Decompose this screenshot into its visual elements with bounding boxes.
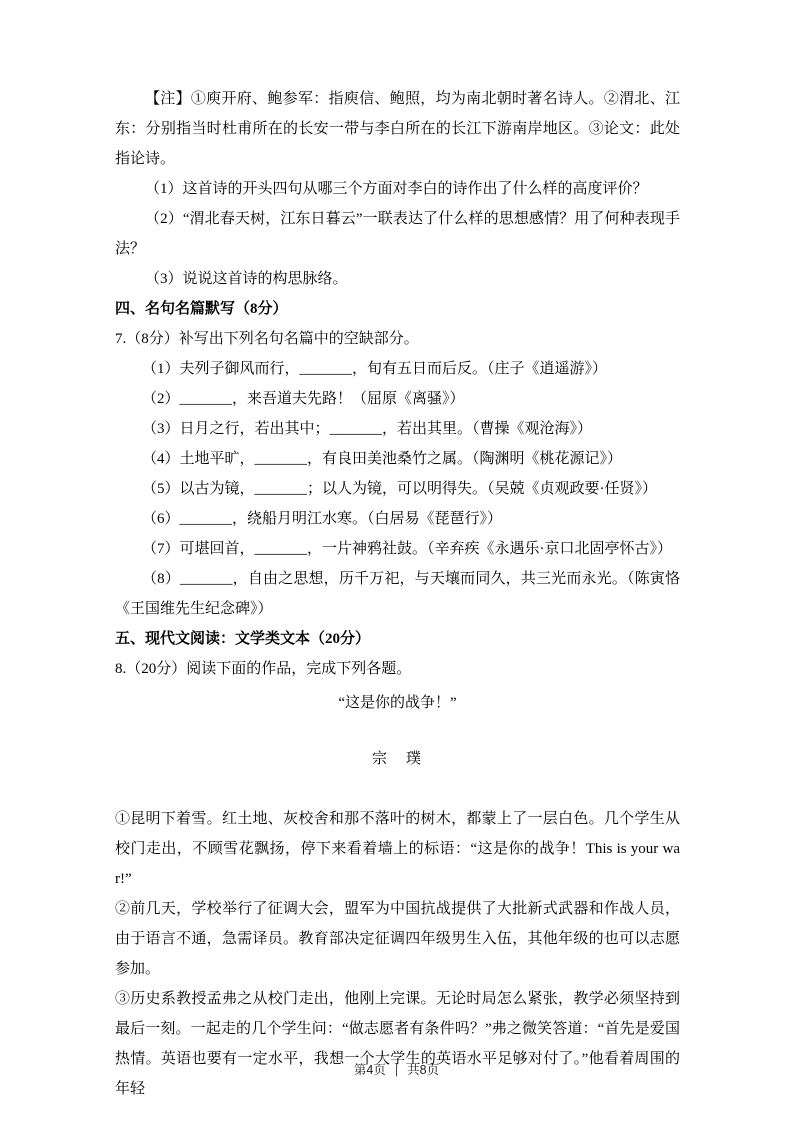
footer-separator: |: [394, 1063, 399, 1077]
reading-paragraph-3: ③历史系教授孟弗之从校门走出，他刚上完课。无论时局怎么紧张，教学必须坚持到最后一刻。一起走的几个学生问：“做志愿者有条件吗？”弗之微笑答道：“首先是爱国热情。英语也要有一定水平，我想一个大学生的英语水平足够对付了。”他看着周围的年轻: [115, 991, 680, 1097]
reading-title: “这是你的战争！”: [338, 695, 457, 711]
poem-question-1: （1）这首诗的开头四句从哪三个方面对李白的诗作出了什么样的高度评价？: [145, 181, 648, 197]
poem-question-3: （3）说说这首诗的构思脉络。: [145, 271, 348, 287]
q7-item-1: （1）夫列子御风而行，_______，旬有五日而后反。（庄子《逍遥游》）: [142, 361, 608, 377]
reading-paragraph-2: ②前几天，学校举行了征调大会，盟军为中国抗战提供了大批新式武器和作战人员，由于语言不通，急需译员。教育部决定征调四年级男生入伍，其他年级的也可以志愿参加。: [115, 901, 680, 977]
q7-item-4: （4）土地平旷，_______，有良田美池桑竹之属。（陶渊明《桃花源记》）: [142, 451, 623, 467]
reading-passage: [115, 804, 680, 1104]
footer-page-number: 第4页: [353, 1063, 386, 1077]
reading-author: 宗 璞: [371, 751, 423, 767]
q7-item-7: （7）可堪回首，_______，一片神鸦社鼓。（辛弃疾《永遇乐·京口北固亭怀古》）: [142, 541, 672, 557]
reading-paragraph-1: ①昆明下着雪。红土地、灰校舍和那不落叶的树木，都蒙上了一层白色。几个学生从校门走出，不顾雪花飘扬，停下来看着墙上的标语：“这是你的战争！This is your war!”: [115, 811, 680, 887]
q7-item-5: （5）以古为镜，_______；以人为镜，可以明得失。（吴兢《贞观政要·任贤》）: [142, 481, 657, 497]
q8-stem: 8.（20分）阅读下面的作品，完成下列各题。: [115, 661, 412, 677]
poem-question-2: （2）“渭北春天树，江东日暮云”一联表达了什么样的思想感情？用了何种表现手法？: [115, 211, 680, 257]
footer-total-pages: 共8页: [407, 1063, 440, 1077]
section-heading-dictation: 四、名句名篇默写（8分）: [115, 301, 288, 317]
q7-item-6: （6）_______，绕船月明江水寒。（白居易《琵琶行》）: [142, 511, 503, 527]
page-footer: [0, 1060, 793, 1078]
q7-item-3: （3）日月之行，若出其中；_______，若出其里。（曹操《观沧海》）: [142, 421, 593, 437]
q7-item-2: （2）_______，来吾道夫先路！（屈原《离骚》）: [142, 391, 465, 407]
q7-stem: 7.（8分）补写出下列名句名篇中的空缺部分。: [115, 331, 419, 347]
section-heading-modern-reading: 五、现代文阅读：文学类文本（20分）: [115, 631, 371, 647]
q7-item-8: （8）_______，自由之思想，历千万祀，与天壤而同久，共三光而永光。（陈寅恪《王国维先生纪念碑》）: [115, 571, 680, 617]
note-paragraph: 【注】①庾开府、鲍参军：指庾信、鲍照，均为南北朝时著名诗人。②渭北、江东：分别指当时杜甫所在的长安一带与李白所在的长江下游南岸地区。③论文：此处指论诗。: [115, 91, 680, 167]
